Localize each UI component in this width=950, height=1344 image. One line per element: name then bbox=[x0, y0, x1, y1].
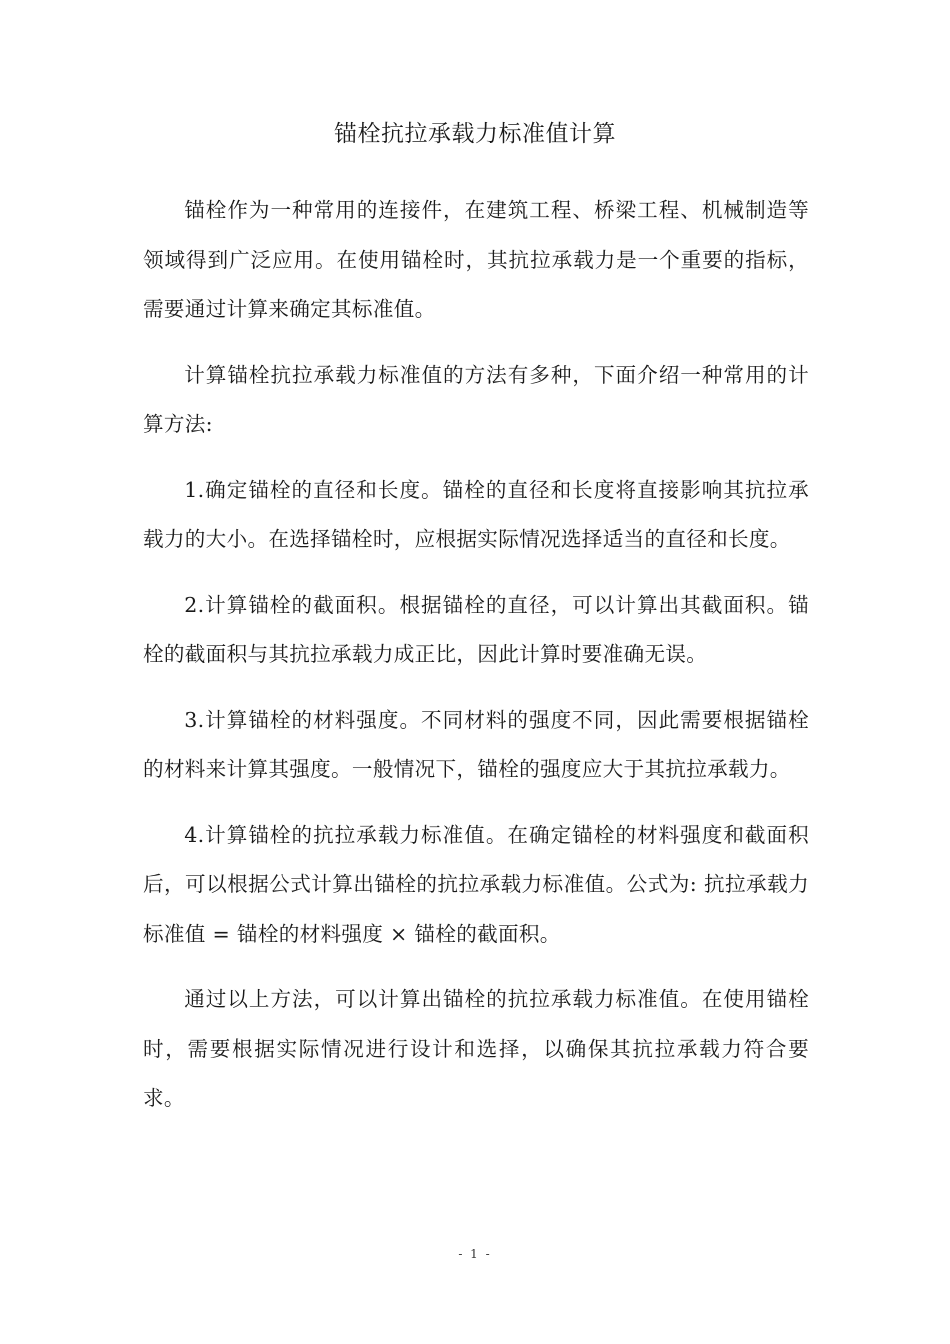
paragraph-intro: 锚栓作为一种常用的连接件，在建筑工程、桥梁工程、机械制造等领域得到广泛应用。在使用锚栓时，其抗拉承载力是一个重要的指标，需要通过计算来确定其标准值。 bbox=[143, 198, 809, 321]
document-title: 锚栓抗拉承载力标准值计算 bbox=[334, 121, 616, 147]
paragraph-methods-intro: 计算锚栓抗拉承载力标准值的方法有多种，下面介绍一种常用的计算方法: bbox=[143, 362, 809, 436]
document-body bbox=[143, 186, 809, 1140]
paragraph-step-4: 4.计算锚栓的抗拉承载力标准值。在确定锚栓的材料强度和截面积后，可以根据公式计算出锚栓的抗拉承载力标准值。公式为: 抗拉承载力标准值 = 锚栓的材料强度 × 锚栓的截面积。 bbox=[143, 822, 809, 946]
paragraph-step-2: 2.计算锚栓的截面积。根据锚栓的直径，可以计算出其截面积。锚栓的截面积与其抗拉承载力成正比，因此计算时要准确无误。 bbox=[143, 592, 809, 666]
page-number: - 1 - bbox=[458, 1247, 492, 1261]
paragraph-step-3: 3.计算锚栓的材料强度。不同材料的强度不同，因此需要根据锚栓的材料来计算其强度。一般情况下，锚栓的强度应大于其抗拉承载力。 bbox=[143, 707, 809, 781]
paragraph-conclusion: 通过以上方法，可以计算出锚栓的抗拉承载力标准值。在使用锚栓时，需要根据实际情况进行设计和选择，以确保其抗拉承载力符合要求。 bbox=[143, 987, 809, 1110]
paragraph-step-1: 1.确定锚栓的直径和长度。锚栓的直径和长度将直接影响其抗拉承载力的大小。在选择锚栓时，应根据实际情况选择适当的直径和长度。 bbox=[143, 477, 809, 551]
